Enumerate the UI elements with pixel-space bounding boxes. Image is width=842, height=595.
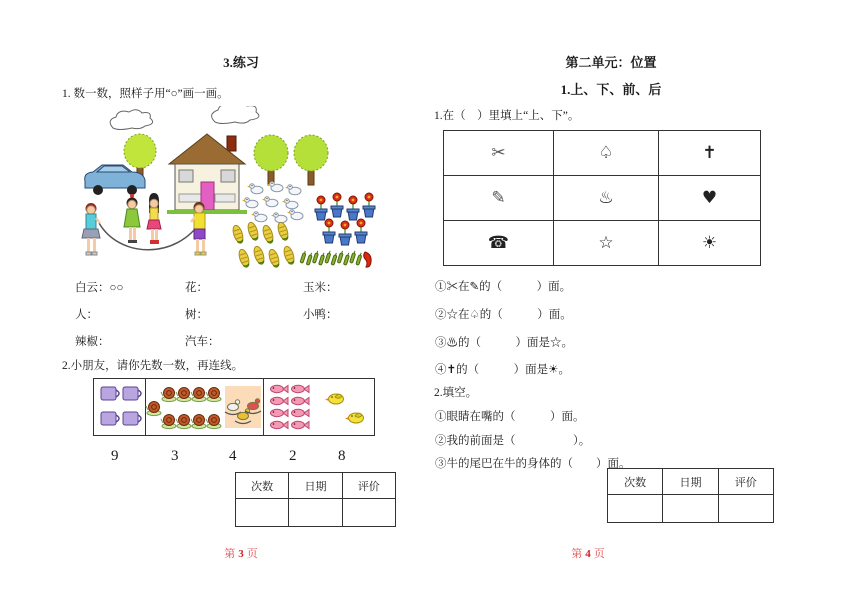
spade-icon: ♤: [554, 131, 659, 176]
q2-sub-2: ②我的前面是（ ）。: [435, 435, 591, 447]
record-table-empty-cell: [289, 499, 342, 527]
footer-prefix: 第: [224, 548, 236, 560]
match-number: 3: [171, 448, 179, 464]
q2-sub-3: ③牛的尾巴在牛的身体的（ ）面。: [435, 458, 631, 470]
footer-page-number: 3: [238, 548, 244, 560]
question-1-text: 1. 数一数，照样子用“○”画一画。: [62, 88, 229, 100]
pencil-icon: ✎: [444, 176, 554, 221]
peppers-group: [300, 250, 371, 267]
record-table-header: 次数: [608, 469, 663, 495]
footer-prefix: 第: [571, 548, 583, 560]
scissors-icon: ✂: [444, 131, 554, 176]
count-label-people: 人：: [75, 309, 98, 321]
question-2-text: 2.小朋友，请你先数一数，再连线。: [62, 360, 244, 372]
record-table-header: 评价: [343, 473, 396, 499]
corn-group: [231, 221, 296, 268]
car-icon: [85, 165, 145, 195]
record-table-empty-cell: [236, 499, 289, 527]
match-number: 4: [229, 448, 237, 464]
worksheet-page-3: [60, 0, 422, 595]
match-number: 2: [289, 448, 297, 464]
match-number: 9: [111, 448, 119, 464]
q1-sub-3: ③♨的（ ）面是☆。: [435, 337, 573, 349]
question-2-text: 2.填空。: [434, 387, 478, 399]
cloud-icon: [110, 106, 259, 130]
q2-sub-1: ①眼睛在嘴的（ ）面。: [435, 411, 585, 423]
matching-box-illustration: [93, 378, 375, 436]
record-table-empty-cell: [719, 495, 774, 523]
record-table-header: 次数: [236, 473, 289, 499]
count-label-corn: 玉米：: [303, 282, 338, 294]
footer-suffix: 页: [593, 548, 605, 560]
footer-suffix: 页: [246, 548, 258, 560]
count-label-trees: 树：: [185, 309, 208, 321]
red-chili: [364, 252, 371, 267]
count-label-flowers: 花：: [185, 282, 208, 294]
heart-icon: ♥: [659, 176, 761, 221]
page-number-footer: [432, 545, 744, 561]
cross-icon: ✝: [659, 131, 761, 176]
count-label-clouds: 白云：○○: [75, 282, 124, 294]
record-table-header: 日期: [663, 469, 718, 495]
q1-sub-1: ①✂在✎的（ ）面。: [435, 281, 572, 293]
record-table-header: 评价: [719, 469, 774, 495]
match-number: 8: [338, 448, 346, 464]
sun-icon: ☀: [659, 221, 761, 266]
count-label-cars: 汽车：: [185, 336, 220, 348]
counting-scene-illustration: [75, 106, 377, 280]
tree-icon: [254, 135, 328, 185]
q1-sub-2: ②☆在♤的（ ）面。: [435, 309, 572, 321]
record-table: [607, 468, 774, 523]
footer-page-number: 4: [585, 548, 591, 560]
section-title: 1.上、下、前、后: [560, 82, 662, 97]
worksheet-page-4: [432, 0, 790, 595]
count-label-ducks: 小鸭：: [303, 309, 338, 321]
flowers-group: [315, 193, 375, 245]
record-table-header: 日期: [289, 473, 342, 499]
record-table-empty-cell: [343, 499, 396, 527]
record-table-empty-cell: [663, 495, 718, 523]
telephone-icon: ☎: [444, 221, 554, 266]
count-label-peppers: 辣椒：: [75, 336, 110, 348]
page-number-footer: [60, 545, 422, 561]
ducks-group: [242, 182, 303, 223]
page-title: 3.练习: [223, 55, 259, 70]
unit-title: 第二单元：位置: [565, 55, 657, 70]
symbol-position-grid: [443, 130, 761, 266]
question-1-text: 1.在（ ）里填上“上、下”。: [434, 110, 580, 122]
star-icon: ☆: [554, 221, 659, 266]
house-icon: [167, 134, 247, 214]
record-table: [235, 472, 396, 527]
record-table-empty-cell: [608, 495, 663, 523]
q1-sub-4: ④✝的（ ）面是☀。: [435, 364, 570, 376]
hot-spring-icon: ♨: [554, 176, 659, 221]
